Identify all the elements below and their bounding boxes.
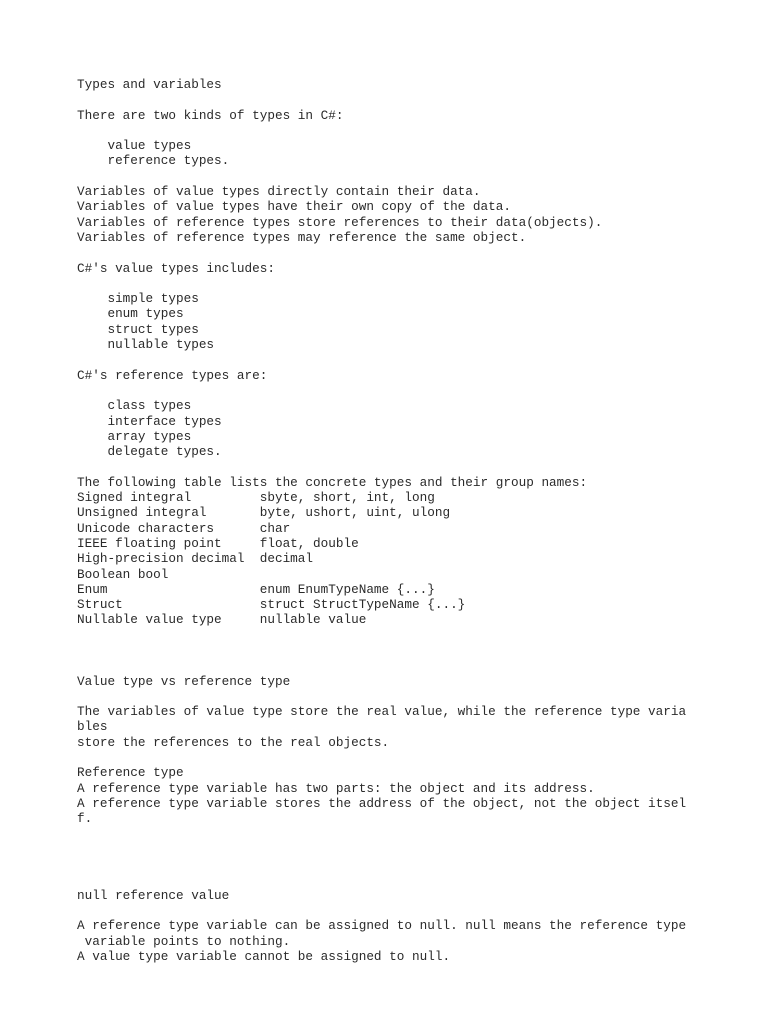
doc-line: Reference type	[77, 765, 184, 781]
doc-line: enum types	[77, 306, 184, 322]
doc-line: There are two kinds of types in C#:	[77, 107, 344, 123]
doc-line: Enum enum EnumTypeName {...}	[77, 581, 435, 597]
doc-line	[77, 276, 747, 291]
doc-line	[77, 628, 747, 643]
doc-line	[77, 352, 747, 367]
doc-line	[77, 658, 747, 673]
doc-line	[77, 857, 747, 872]
doc-line	[77, 750, 747, 765]
doc-line: Variables of value types have their own copy of the data.	[77, 199, 511, 215]
doc-line: f.	[77, 811, 93, 827]
doc-line	[77, 903, 747, 918]
doc-line: bles	[77, 719, 108, 735]
doc-line: null reference value	[77, 887, 230, 903]
doc-line: High-precision decimal decimal	[77, 551, 314, 567]
doc-line: A reference type variable can be assigned to null. null means the reference type	[77, 918, 687, 934]
doc-line: IEEE floating point float, double	[77, 535, 359, 551]
doc-line: Struct struct StructTypeName {...}	[77, 597, 466, 613]
doc-line	[77, 842, 747, 857]
doc-line: store the references to the real objects.	[77, 734, 390, 750]
doc-line: C#'s value types includes:	[77, 260, 275, 276]
doc-line	[77, 245, 747, 260]
document-page	[77, 77, 747, 964]
doc-line: A reference type variable has two parts: the object and its address.	[77, 780, 595, 796]
doc-line: Variables of reference types may reference the same object.	[77, 229, 527, 245]
doc-line: Variables of reference types store references to their data(objects).	[77, 214, 603, 230]
doc-line	[77, 169, 747, 184]
doc-line: Unsigned integral byte, ushort, uint, ulong	[77, 505, 451, 521]
doc-line: A value type variable cannot be assigned to null.	[77, 948, 451, 964]
doc-line	[77, 827, 747, 842]
doc-line: value types	[77, 138, 192, 154]
doc-line: Variables of value types directly contain their data.	[77, 184, 481, 200]
doc-line: The following table lists the concrete types and their group names:	[77, 474, 588, 490]
doc-line	[77, 92, 747, 107]
doc-line	[77, 383, 747, 398]
doc-line: Types and variables	[77, 77, 222, 92]
doc-line: array types	[77, 428, 192, 444]
doc-line: nullable types	[77, 337, 215, 353]
doc-line: Signed integral sbyte, short, int, long	[77, 490, 435, 506]
doc-line: The variables of value type store the real value, while the reference type varia	[77, 704, 687, 720]
doc-line: simple types	[77, 291, 199, 307]
doc-line	[77, 643, 747, 658]
doc-line: reference types.	[77, 153, 230, 169]
doc-line	[77, 459, 747, 474]
doc-line	[77, 872, 747, 887]
doc-line	[77, 123, 747, 138]
doc-line: Value type vs reference type	[77, 673, 291, 689]
doc-line: Unicode characters char	[77, 520, 291, 536]
doc-line	[77, 689, 747, 704]
doc-line: Boolean bool	[77, 566, 169, 582]
doc-line: interface types	[77, 413, 222, 429]
doc-line: C#'s reference types are:	[77, 367, 268, 383]
doc-line: variable points to nothing.	[77, 933, 291, 949]
doc-line: delegate types.	[77, 444, 222, 460]
doc-line: A reference type variable stores the address of the object, not the object itsel	[77, 795, 687, 811]
doc-line: Nullable value type nullable value	[77, 612, 367, 628]
doc-line: struct types	[77, 321, 199, 337]
doc-line: class types	[77, 398, 192, 414]
